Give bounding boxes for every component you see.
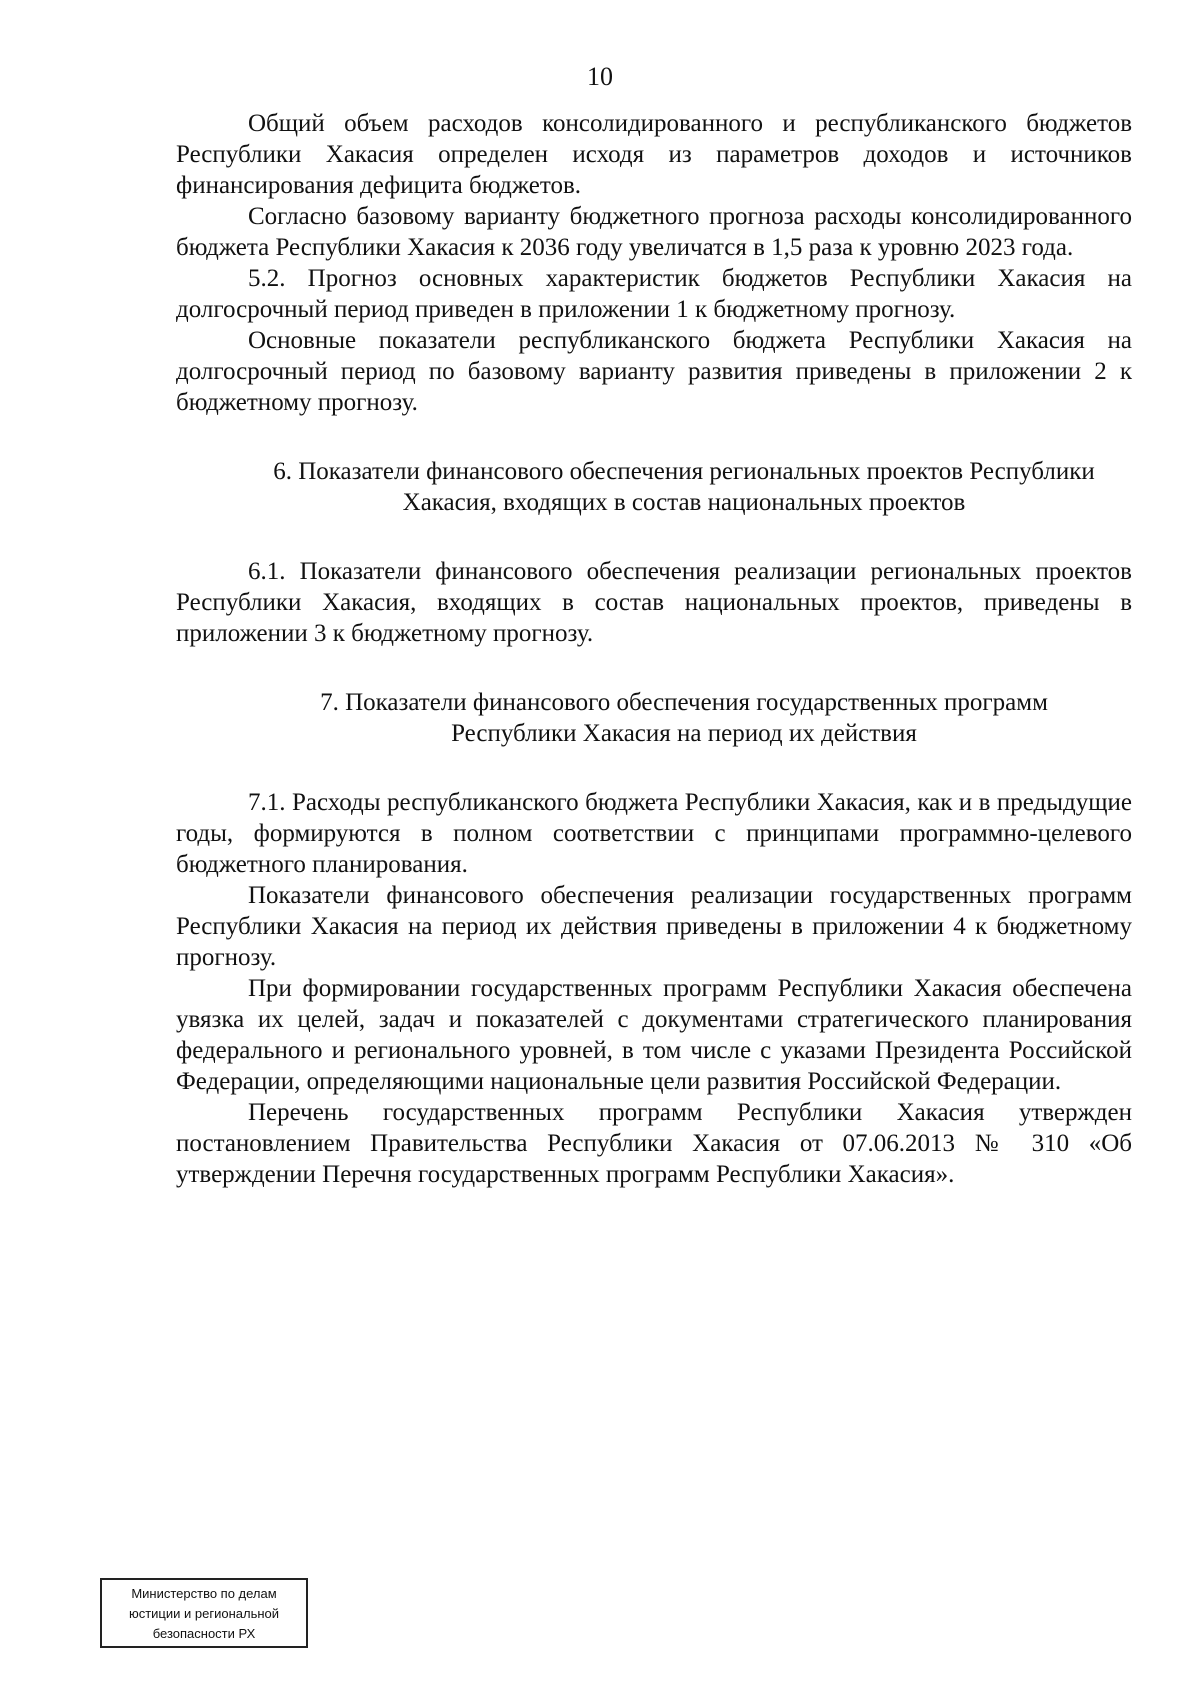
paragraph-program-list: Перечень государственных программ Республики Хакасия утвержден постановлением Правительства Республики Хакасия от 07.06.2013 № 310 «Об утверждении Перечня государственных программ Республики Хакасия». <box>176 1099 1132 1188</box>
paragraph-program-formation: При формировании государственных программ Республики Хакасия обеспечена увязка их целей, задач и показателей с документами стратегического планирования федерального и регионального уровней, в том числе с указами Президента Российской Федерации, определяющими национальные цели развития Российской Федерации. <box>176 975 1132 1095</box>
paragraph-program-indicators: Показатели финансового обеспечения реализации государственных программ Республики Хакасия на период их действия приведены в приложении 4 к бюджетному прогнозу. <box>176 882 1132 971</box>
paragraph-section-7-1: 7.1. Расходы республиканского бюджета Республики Хакасия, как и в предыдущие годы, формируются в полном соответствии с принципами программно-целевого бюджетного планирования. <box>176 789 1132 878</box>
paragraph-base-forecast: Согласно базовому варианту бюджетного прогноза расходы консолидированного бюджета Республики Хакасия к 2036 году увеличатся в 1,5 раза к уровню 2023 года. <box>176 203 1132 261</box>
document-body <box>176 108 1132 1190</box>
paragraph-main-indicators: Основные показатели республиканского бюджета Республики Хакасия на долгосрочный период по базовому варианту развития приведены в приложении 2 к бюджетному прогнозу. <box>176 327 1132 416</box>
page-number: 10 <box>587 62 613 91</box>
stamp-line-2: юстиции и региональной <box>128 1606 280 1621</box>
section-6-heading <box>176 456 1132 518</box>
paragraph-section-6-1: 6.1. Показатели финансового обеспечения реализации региональных проектов Республики Хакасия, входящих в состав национальных проектов, приведены в приложении 3 к бюджетному прогнозу. <box>176 558 1132 647</box>
section-6-heading-line2: Хакасия, входящих в состав национальных проектов <box>402 489 966 516</box>
paragraph-total-expenditure: Общий объем расходов консолидированного и республиканского бюджетов Республики Хакасия определен исходя из параметров доходов и источников финансирования дефицита бюджетов. <box>176 110 1132 199</box>
section-7-heading-line2: Республики Хакасия на период их действия <box>451 720 917 747</box>
stamp-line-1: Министерство по делам <box>131 1586 277 1601</box>
section-7-heading <box>176 687 1132 749</box>
section-6-heading-line1: 6. Показатели финансового обеспечения региональных проектов Республики <box>273 458 1095 485</box>
section-7-heading-line1: 7. Показатели финансового обеспечения государственных программ <box>320 689 1048 716</box>
ministry-stamp <box>100 1578 308 1648</box>
stamp-line-3: безопасности РХ <box>152 1626 256 1641</box>
paragraph-section-5-2: 5.2. Прогноз основных характеристик бюджетов Республики Хакасия на долгосрочный период приведен в приложении 1 к бюджетному прогнозу. <box>176 265 1132 323</box>
